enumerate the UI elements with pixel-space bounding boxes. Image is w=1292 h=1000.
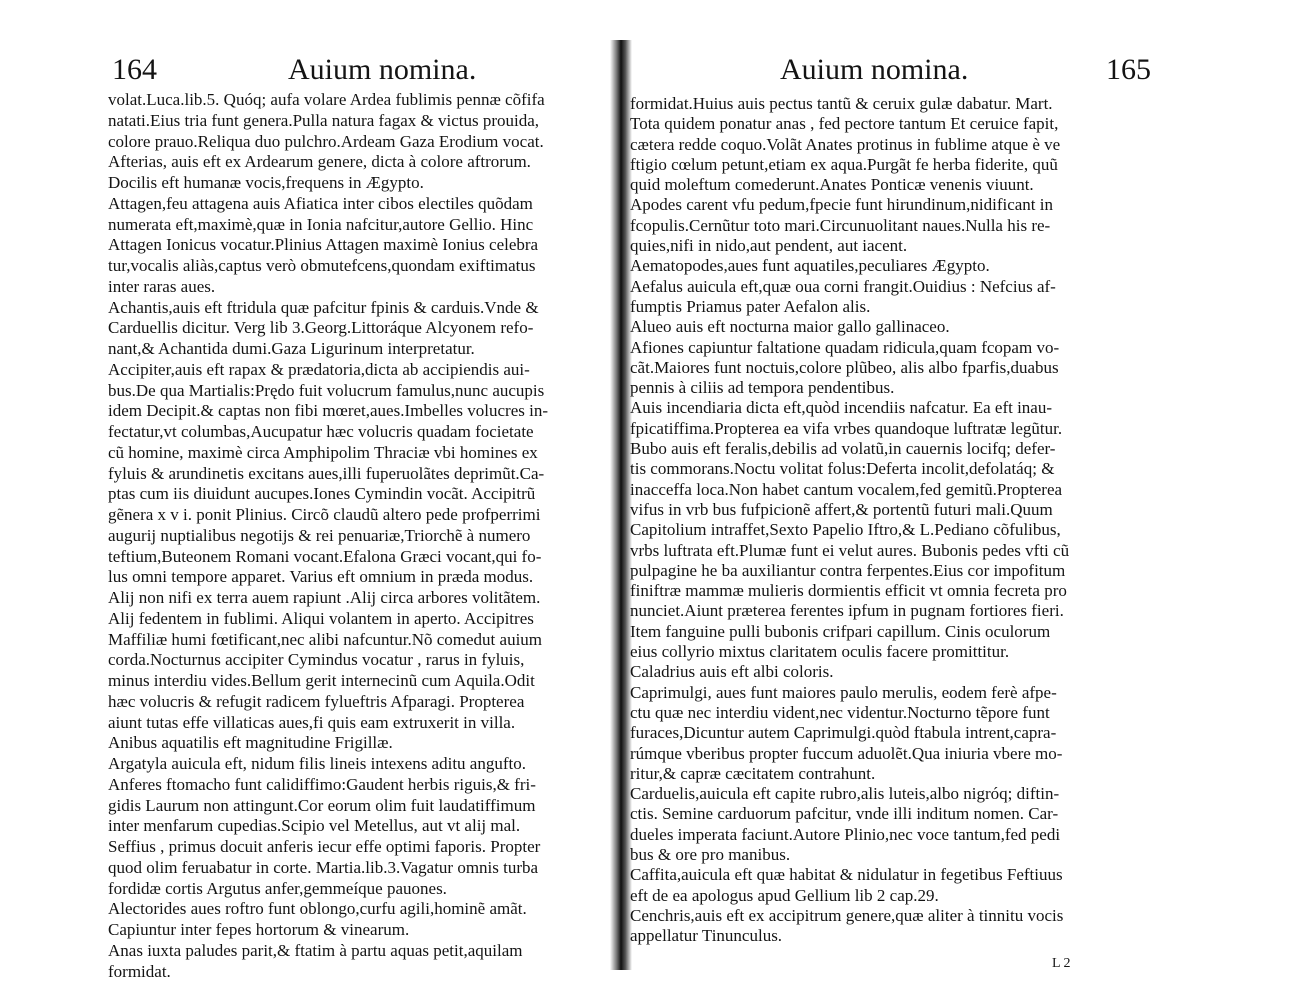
text-line: hæc volucris & refugit radicem fylueftris Afparagi. Propterea	[108, 691, 525, 711]
text-line: Tota quidem ponatur anas , fed pectore tantum Et ceruice fapit,	[630, 114, 1059, 134]
text-line: Bubo auis eft feralis,debilis ad volatũ,in cauernis locifq; defer-	[630, 439, 1056, 459]
text-line: Aefalus auicula eft,quæ oua corni frangit.Ouidius : Nefcius af-	[630, 276, 1056, 296]
running-title: Auium nomina.	[780, 53, 969, 86]
text-line: rúmque vberibus propter fuccum aduolẽt.Qua iniuria vbere mo-	[630, 743, 1063, 763]
text-line: Capitolium intraffet,Sexto Papelio Iftro,& L.Pediano cõfulibus,	[630, 520, 1061, 540]
text-line: minus interdiu vides.Bellum gerit internecinũ cum Aquila.Odit	[108, 671, 535, 690]
text-line: ctis. Semine carduorum pafcitur, vnde illi inditum nomen. Car-	[630, 804, 1059, 824]
text-line: volat.Luca.lib.5. Quóq; aufa volare Ardea fublimis pennæ cõfifa	[108, 90, 545, 109]
text-line: corda.Nocturnus accipiter Cymindus vocatur , rarus in fyluis,	[108, 650, 525, 670]
text-line: Cenchris,auis eft ex accipitrum genere,quæ aliter à tinnitu vocis	[630, 905, 1064, 925]
text-line: pulpagine he ba auxiliantur contra ferpentes.Eius cor impofitum	[630, 560, 1066, 580]
text-line: eft de ea apologus apud Gellium lib 2 cap.29.	[630, 885, 939, 905]
text-line: Attagen,feu attagena auis Afiatica inter cibos electiles quõdam	[108, 193, 533, 213]
left-page	[0, 0, 612, 1000]
running-title: Auium nomina.	[288, 53, 477, 86]
page-number: 165	[1106, 53, 1151, 86]
text-line: Seffius , primus docuit anferis iecur effe optimi faporis. Propter	[108, 837, 541, 856]
text-line: fumptis Priamus pater Aefalon alis.	[630, 296, 871, 316]
text-line: cũ homine, maximè circa Amphipolim Thraciæ vbi homines ex	[108, 442, 538, 462]
text-line: formidat.Huius auis pectus tantũ & ceruix gulæ dabatur. Mart.	[630, 94, 1053, 113]
text-line: Carduelis,auicula eft capite rubro,alis luteis,albo nigróq; diftin-	[630, 784, 1060, 804]
text-line: Alij fedentem in fublimi. Aliqui volantem in aperto. Accipitres	[108, 608, 534, 628]
text-line: pennis à ciliis ad tempora pendentibus.	[630, 378, 895, 398]
text-line: Alectorides aues roftro funt oblongo,curfu agili,hominẽ amãt.	[108, 899, 527, 919]
text-line: tur,vocalis aliàs,captus verò obmutefcens,quondam exiftimatus	[108, 256, 536, 275]
text-line: Anferes ftomacho funt calidiffimo:Gaudent herbis riguis,& fri-	[108, 774, 536, 794]
text-line: Caprimulgi, aues funt maiores paulo merulis, eodem ferè afpe-	[630, 682, 1057, 702]
text-line: fordidæ cortis Argutus anfer,gemmeíque pauones.	[108, 878, 447, 898]
text-line: Anas iuxta paludes parit,& ftatim à partu aquas petit,aquilam	[108, 940, 523, 960]
text-line: quies,nifi in nido,aut pendent, aut iacent.	[630, 236, 908, 256]
text-line: bus & ore pro manibus.	[630, 844, 791, 864]
text-line: ctu quæ nec interdiu vident,nec videntur.Nocturno tẽpore funt	[630, 702, 1050, 722]
text-line: Carduellis dicitur. Verg lib 3.Georg.Littoráque Alcyonem refo-	[108, 318, 534, 338]
signature-mark: L 2	[1052, 956, 1071, 971]
text-line: teftium,Buteonem Romani vocant.Efalona Græci vocant,qui fo-	[108, 546, 542, 566]
text-line: quid moleftum comederunt.Anates Ponticæ venenis viuunt.	[630, 175, 1034, 195]
text-line: Apodes carent vfu pedum,fpecie funt hirundinum,nidificant in	[630, 195, 1053, 215]
text-line: colore prauo.Reliqua duo pulchro.Ardeam Gaza Erodium vocat.	[108, 131, 544, 151]
text-line: Auis incendiaria dicta eft,quòd incendiis nafcatur. Ea eft inau-	[630, 398, 1053, 418]
text-line: nunciet.Aiunt præterea ferentes ipfum in pugnam fortiores fieri.	[630, 601, 1064, 621]
text-line: vrbs luftrata eft.Plumæ funt ei velut aures. Bubonis pedes vfti cũ	[630, 540, 1070, 560]
text-line: nant,& Achantida dumi.Gaza Ligurinum interpretatur.	[108, 339, 475, 358]
text-line: natati.Eius tria funt genera.Pulla natura fagax & victus prouida,	[108, 110, 540, 130]
text-line: Anibus aquatilis eft magnitudine Frigillæ.	[108, 733, 393, 753]
text-line: appellatur Tinunculus.	[630, 926, 783, 946]
text-line: aiunt tutas effe villaticas aues,fi quis eam extruxerit in villa.	[108, 712, 516, 732]
text-line: idem Decipit.& captas non fibi mœret,aues.Imbelles volucres in-	[108, 401, 548, 421]
text-column	[108, 90, 608, 982]
text-line: Alueo auis eft nocturna maior gallo gallinaceo.	[630, 317, 950, 337]
page-number: 164	[112, 53, 157, 86]
text-line: inacceffa loca.Non habet cantum vocalem,fed gemitũ.Propterea	[630, 479, 1063, 499]
text-line: gidis Laurum non attingunt.Cor eorum olim fuit laudatiffimum	[108, 795, 536, 815]
text-line: Alij non nifi ex terra auem rapiunt .Alij circa arbores volitãtem.	[108, 588, 541, 607]
text-line: lus omni tempore apparet. Varius eft omnium in præda modus.	[108, 567, 534, 587]
text-line: finiftræ mammæ mulieris dormientis efficit vt omnia fecreta pro	[630, 581, 1067, 601]
text-line: ritur,& capræ cæcitatem contrahunt.	[630, 763, 876, 783]
text-line: cætera redde coquo.Volãt Anates protinus in fublime atque è ve	[630, 134, 1061, 154]
text-line: cãt.Maiores funt noctuis,colore plũbeo, alis albo fparfis,duabus	[630, 357, 1059, 377]
text-line: eius collyrio mixtus claritatem oculis facere promittitur.	[630, 642, 1010, 662]
text-line: Item fanguine pulli bubonis crifpari capillum. Cinis oculorum	[630, 621, 1051, 641]
text-line: Caladrius auis eft albi coloris.	[630, 662, 834, 682]
text-line: quod olim feruabatur in corte. Martia.lib.3.Vagatur omnis turba	[108, 857, 539, 877]
text-line: formidat.	[108, 961, 171, 981]
text-line: inter menfarum cupedias.Scipio vel Metellus, aut vt alij mal.	[108, 816, 521, 836]
text-line: Caffita,auicula eft quæ habitat & nidulatur in fegetibus Feftiuus	[630, 865, 1063, 885]
text-line: fectatur,vt columbas,Aucupatur hæc volucris quadam focietate	[108, 422, 534, 441]
text-line: fyluis & arundinetis excitans aues,illi fuperuolãtes deprimũt.Ca-	[108, 463, 545, 483]
text-line: furaces,Dicuntur autem Caprimulgi.quòd ftabula intrent,capra-	[630, 723, 1057, 743]
text-line: Argatyla auicula eft, nidum filis lineis intexens aditu angufto.	[108, 754, 526, 773]
text-line: bus.De qua Martialis:Prędo fuit volucrum famulus,nunc aucupis	[108, 380, 545, 400]
text-line: gẽnera x v i. ponit Plinius. Circõ claudũ altero pede profperrimi	[108, 505, 541, 524]
text-line: vifus in vrb bus fufpicionẽ affert,& portentũ futuri mali.Quum	[630, 499, 1053, 519]
right-page	[630, 0, 1292, 1000]
text-line: ftigio cœlum petunt,etiam ex aqua.Purgãt fe herba fiderite, quũ	[630, 154, 1058, 174]
text-line: fpicatiffima.Propterea ea vifa vrbes quandoque luftratæ legũtur.	[630, 418, 1063, 438]
text-line: dueles imperata faciunt.Autore Plinio,nec voce tantum,fed pedi	[630, 824, 1061, 844]
text-line: ptas cum iis diuidunt aucupes.Iones Cymindin vocãt. Accipitrũ	[108, 484, 536, 504]
text-column	[630, 94, 1150, 946]
text-line: numerata eft,maximè,quæ in Ionia nafcitur,autore Gellio. Hinc	[108, 214, 534, 234]
text-line: augurij nuptialibus negotijs & rei penuariæ,Triorchẽ à numero	[108, 525, 531, 545]
text-line: Achantis,auis eft ftridula quæ pafcitur fpinis & carduis.Vnde &	[108, 297, 539, 317]
text-line: Aematopodes,aues funt aquatiles,peculiares Ægypto.	[630, 256, 990, 276]
text-line: Docilis eft humanæ vocis,frequens in Ægypto.	[108, 173, 424, 192]
text-line: Afterias, auis eft ex Ardearum genere, dicta à colore aftrorum.	[108, 152, 531, 172]
text-line: inter raras aues.	[108, 276, 216, 296]
text-line: Maffiliæ humi fœtificant,nec alibi nafcuntur.Nõ comedut auium	[108, 629, 543, 649]
book-gutter-shadow	[610, 40, 632, 970]
text-line: Accipiter,auis eft rapax & prædatoria,dicta ab accipiendis aui-	[108, 359, 530, 379]
text-line: Capiuntur inter fepes hortorum & vinearum.	[108, 920, 410, 939]
text-line: Afiones capiuntur faltatione quadam ridicula,quam fcopam vo-	[630, 337, 1060, 357]
text-line: fcopulis.Cernũtur toto mari.Circunuolitant naues.Nulla his re-	[630, 215, 1051, 235]
text-line: tis commorans.Noctu volitat folus:Deferta incolit,defolatáq; &	[630, 459, 1055, 479]
text-line: Attagen Ionicus vocatur.Plinius Attagen maximè Ionius celebra	[108, 235, 539, 255]
